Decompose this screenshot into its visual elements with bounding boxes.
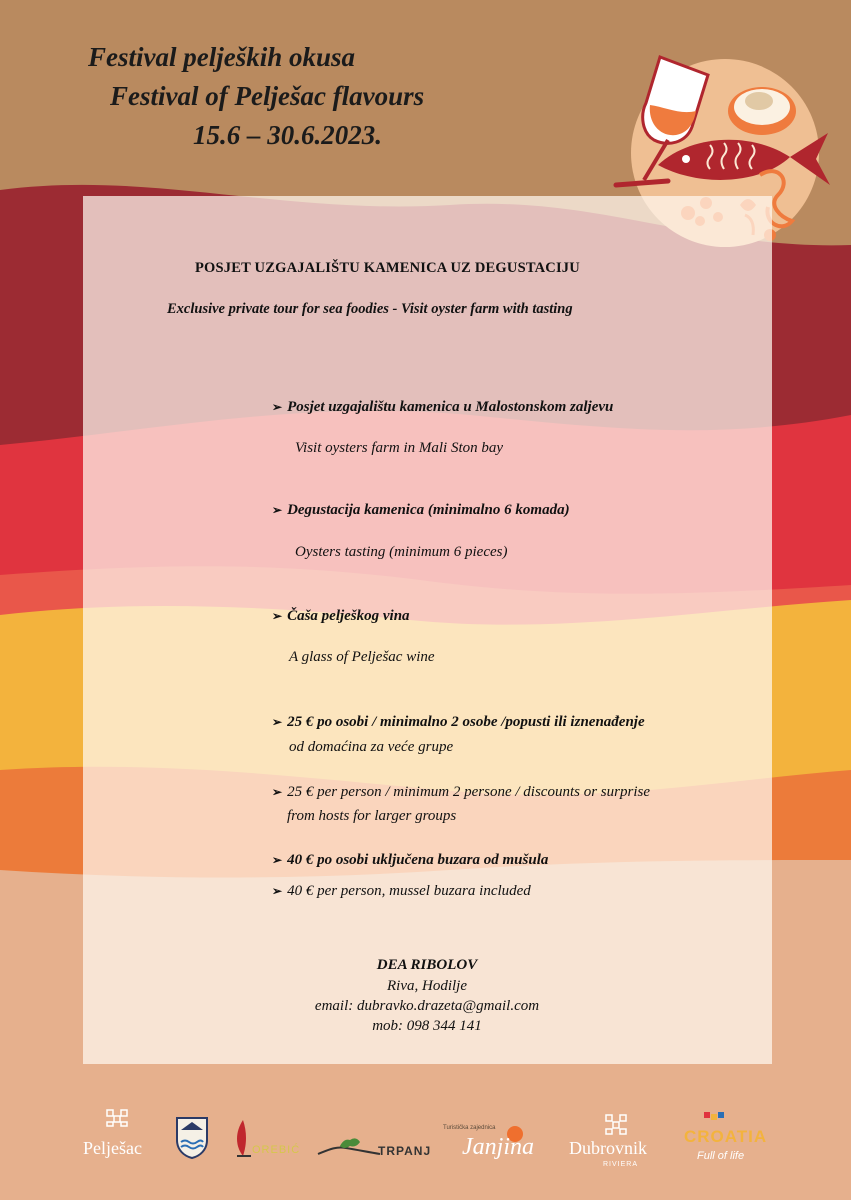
contact-phone: mob: 098 344 141 xyxy=(372,1018,482,1034)
list-item-continuation: from hosts for larger groups xyxy=(287,808,457,824)
contact-name: DEA RIBOLOV xyxy=(376,957,478,973)
janjina-logo-small-text: Turistička zajednica xyxy=(443,1125,496,1131)
list-item-translation: A glass of Pelješac wine xyxy=(289,649,435,665)
list-item-text: 25 € po osobi / minimalno 2 osobe /popusti ili iznenađenje xyxy=(287,714,645,730)
arrow-bullet-icon: ➢ xyxy=(272,400,283,414)
janjina-logo-text: Janjina xyxy=(462,1134,534,1160)
list-item-translation: Visit oysters farm in Mali Ston bay xyxy=(295,440,504,456)
festival-title-hr: Festival peljeških okusa xyxy=(88,42,356,72)
main-subtitle: Exclusive private tour for sea foodies - Visit oyster farm with tasting xyxy=(167,301,573,317)
list-item-continuation: od domaćina za veće grupe xyxy=(289,739,454,755)
festival-dates: 15.6 – 30.6.2023. xyxy=(193,120,382,150)
festival-title-en: Festival of Pelješac flavours xyxy=(110,81,425,111)
arrow-bullet-icon: ➢ xyxy=(272,853,283,867)
list-item-text: Čaša pelješkog vina xyxy=(287,608,410,624)
trpanj-logo-text: TRPANJ xyxy=(378,1144,432,1158)
croatia-logo-icon xyxy=(704,1112,724,1126)
list-item-text: 40 € po osobi uključena buzara od mušula xyxy=(287,852,549,868)
list-item xyxy=(272,502,570,519)
list-item-text: 25 € per person / minimum 2 persone / discounts or surprise xyxy=(287,784,650,800)
orebic-sail-icon xyxy=(233,1118,253,1160)
oyster-icon xyxy=(728,87,796,135)
croatia-logo-text: CROATIA xyxy=(684,1127,768,1146)
main-title: POSJET UZGAJALIŠTU KAMENICA UZ DEGUSTACIJU xyxy=(195,260,580,276)
list-item-translation: Oysters tasting (minimum 6 pieces) xyxy=(295,544,508,560)
list-item xyxy=(272,608,410,625)
arrow-bullet-icon: ➢ xyxy=(272,785,283,799)
list-item xyxy=(272,714,645,731)
orebic-logo-text: OREBIĆ xyxy=(252,1144,301,1156)
list-item xyxy=(272,883,531,900)
arrow-bullet-icon: ➢ xyxy=(272,715,283,729)
arrow-bullet-icon: ➢ xyxy=(272,609,283,623)
dubrovnik-logo-sub-text: RIVIERA xyxy=(603,1161,639,1168)
arrow-bullet-icon: ➢ xyxy=(272,503,283,517)
list-item-text: 40 € per person, mussel buzara included xyxy=(287,883,531,899)
municipality-crest-icon xyxy=(175,1116,209,1160)
peljesac-logo-text: Pelješac xyxy=(83,1138,142,1158)
sponsor-logos xyxy=(0,1098,851,1178)
list-item-text: Posjet uzgajalištu kamenica u Malostonskom zaljevu xyxy=(287,399,614,415)
dubrovnik-logo-text: Dubrovnik xyxy=(569,1138,647,1158)
list-item xyxy=(272,399,613,416)
peljesac-logo-icon xyxy=(103,1106,131,1128)
contact-address: Riva, Hodilje xyxy=(387,978,467,994)
list-item xyxy=(272,784,650,801)
contact-email: email: dubravko.drazeta@gmail.com xyxy=(314,998,540,1014)
croatia-tagline-text: Full of life xyxy=(697,1150,745,1162)
trpanj-landscape-icon xyxy=(316,1134,382,1158)
list-item xyxy=(272,852,548,869)
arrow-bullet-icon: ➢ xyxy=(272,884,283,898)
content-panel xyxy=(83,196,772,1064)
list-item-text: Degustacija kamenica (minimalno 6 komada) xyxy=(287,502,570,518)
dubrovnik-logo-icon xyxy=(603,1112,629,1136)
